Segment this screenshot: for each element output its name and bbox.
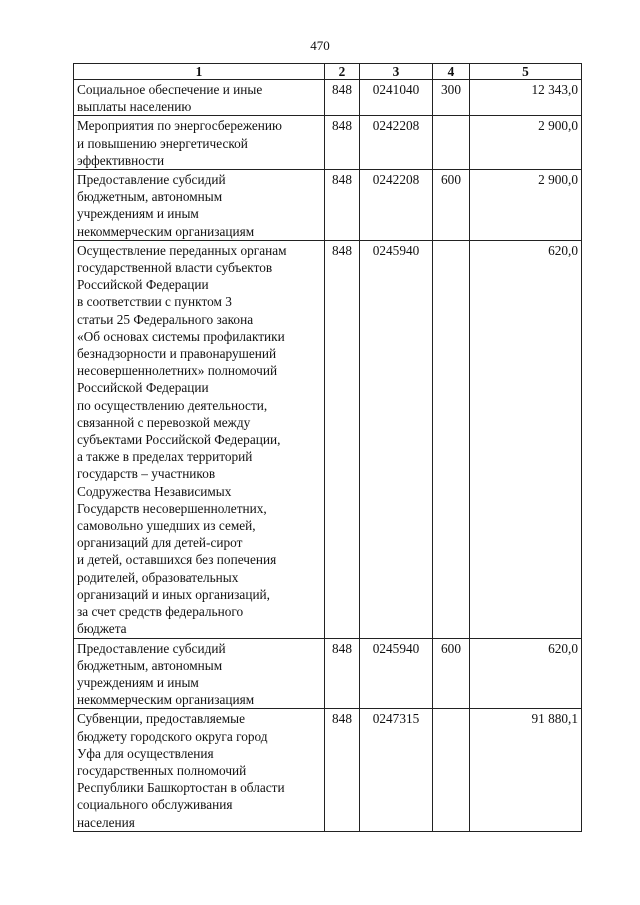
vr-cell — [433, 116, 470, 170]
ved-cell: 848 — [325, 80, 360, 116]
column-header: 2 — [325, 64, 360, 80]
vr-cell: 300 — [433, 80, 470, 116]
row-name-cell: Предоставление субсидий бюджетным, автономным учреждениям и иным некоммерческим организациям — [74, 638, 325, 709]
column-header: 5 — [470, 64, 582, 80]
amount-cell: 91 880,1 — [470, 709, 582, 831]
row-name-cell: Мероприятия по энергосбережению и повышению энергетической эффективности — [74, 116, 325, 170]
vr-cell — [433, 240, 470, 638]
ved-cell: 848 — [325, 709, 360, 831]
csr-cell: 0245940 — [360, 240, 433, 638]
ved-cell: 848 — [325, 240, 360, 638]
amount-cell: 12 343,0 — [470, 80, 582, 116]
amount-cell: 620,0 — [470, 240, 582, 638]
row-name-cell: Предоставление субсидий бюджетным, автономным учреждениям и иным некоммерческим организациям — [74, 170, 325, 241]
csr-cell: 0247315 — [360, 709, 433, 831]
table-header-row — [74, 64, 582, 80]
vr-cell: 600 — [433, 170, 470, 241]
budget-table — [73, 63, 582, 832]
vr-cell — [433, 709, 470, 831]
table-row — [74, 116, 582, 170]
csr-cell: 0242208 — [360, 170, 433, 241]
csr-cell: 0245940 — [360, 638, 433, 709]
csr-cell: 0242208 — [360, 116, 433, 170]
csr-cell: 0241040 — [360, 80, 433, 116]
ved-cell: 848 — [325, 116, 360, 170]
row-name-cell: Осуществление переданных органам государственной власти субъектов Российской Федерации в соответствии с пунктом 3 статьи 25 Федерального закона «Об основах системы профилактики безнадзорности и правонарушений несовершеннолетних» полномочий Российской Федерации по осуществлению деятельности, связанной с перевозкой между субъектами Российской Федерации, а также в пределах территорий государств – участников Содружества Независимых Государств несовершеннолетних, самовольно ушедших из семей, организаций для детей-сирот и детей, оставшихся без попечения родителей, образовательных организаций и иных организаций, за счет средств федерального бюджета — [74, 240, 325, 638]
page-number: 470 — [310, 38, 330, 53]
row-name-cell: Субвенции, предоставляемые бюджету городского округа город Уфа для осуществления государственных полномочий Республики Башкортостан в области социального обслуживания населения — [74, 709, 325, 831]
table-row — [74, 638, 582, 709]
table-row — [74, 170, 582, 241]
ved-cell: 848 — [325, 170, 360, 241]
ved-cell: 848 — [325, 638, 360, 709]
column-header: 4 — [433, 64, 470, 80]
column-header: 3 — [360, 64, 433, 80]
table-row — [74, 709, 582, 831]
table-row — [74, 80, 582, 116]
amount-cell: 2 900,0 — [470, 116, 582, 170]
row-name-cell: Социальное обеспечение и иные выплаты населению — [74, 80, 325, 116]
column-header: 1 — [74, 64, 325, 80]
amount-cell: 2 900,0 — [470, 170, 582, 241]
amount-cell: 620,0 — [470, 638, 582, 709]
table-row — [74, 240, 582, 638]
vr-cell: 600 — [433, 638, 470, 709]
